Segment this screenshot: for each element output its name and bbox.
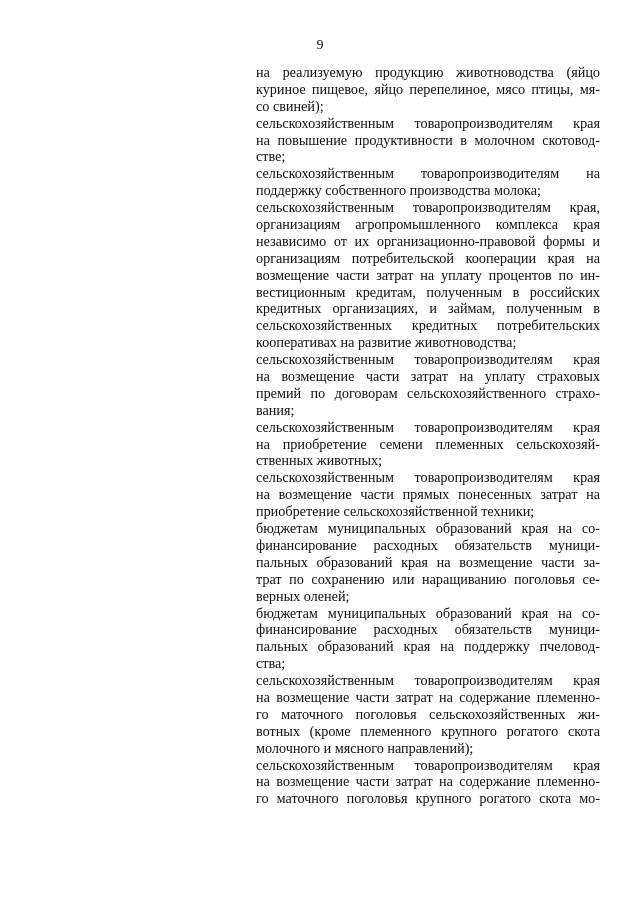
text-line: поддержку собственного производства молока; [256,183,541,200]
text-line: сельскохозяйственным товаропроизводителям края [256,115,600,132]
page-number: 9 [316,38,324,53]
text-line: на возмещение части затрат на уплату страховых [256,369,600,386]
paragraph [256,470,600,521]
text-line: на возмещение части прямых понесенных затрат на [256,487,600,504]
text-line: ственных животных; [256,453,383,470]
text-line: финансирование расходных обязательств муници- [256,537,600,554]
text-line: премий по договорам сельскохозяйственного страхо- [256,385,600,402]
paragraph [256,758,600,809]
paragraph [256,420,600,471]
text-line: пальных образований края на поддержку пчеловод- [256,639,600,656]
text-line: возмещение части затрат на уплату процентов по ин- [256,267,600,284]
text-line: сельскохозяйственным товаропроизводителям края, [256,200,600,217]
paragraph [256,352,600,420]
text-line: бюджетам муниципальных образований края на со- [256,605,600,622]
text-line: го маточного поголовья сельскохозяйственных жи- [256,706,600,723]
text-line: со свиней); [256,98,324,115]
text-line: стве; [256,149,286,166]
text-line: приобретение сельскохозяйственной техники; [256,504,535,521]
text-line: кооперативах на развитие животноводства; [256,335,517,352]
paragraph [256,200,600,352]
text-line: сельскохозяйственным товаропроизводителям края [256,470,600,487]
text-line: сельскохозяйственных кредитных потребительских [256,318,600,335]
text-line: на возмещение части затрат на содержание племенно- [256,689,600,706]
paragraph [256,65,600,116]
text-line: организациям агропромышленного комплекса края [256,217,600,234]
text-line: вотных (кроме племенного крупного рогатого скота [256,723,600,740]
text-line: го маточного поголовья крупного рогатого скота мо- [256,791,600,808]
text-line: на приобретение семени племенных сельскохозяй- [256,436,600,453]
text-line: сельскохозяйственным товаропроизводителям края [256,352,600,369]
text-line: финансирование расходных обязательств муници- [256,622,600,639]
text-line: ства; [256,656,286,673]
text-line: бюджетам муниципальных образований края на со- [256,521,600,538]
text-line: молочного и мясного направлений); [256,740,474,757]
text-line: организациям потребительской кооперации края на [256,250,600,267]
text-line: сельскохозяйственным товаропроизводителям края [256,419,600,436]
text-line: верных оленей; [256,588,350,605]
paragraph [256,673,600,757]
text-line: кредитных организациях, и займам, полученным в [256,301,600,318]
paragraph [256,166,600,200]
text-line: вания; [256,402,295,419]
text-line: сельскохозяйственным товаропроизводителям края [256,757,600,774]
text-line: на реализуемую продукцию животноводства (яйцо [256,65,600,81]
document-body [256,65,600,808]
text-line: независимо от их организационно-правовой формы и [256,233,600,250]
text-line: трат по сохранению или наращиванию поголовья се- [256,571,600,588]
text-line: сельскохозяйственным товаропроизводителям на [256,166,600,183]
text-line: сельскохозяйственным товаропроизводителям края [256,673,600,690]
paragraph [256,116,600,167]
paragraph [256,521,600,605]
text-line: вестиционным кредитам, полученным в российских [256,284,600,301]
text-line: на повышение продуктивности в молочном скотовод- [256,132,600,149]
text-line: пальных образований края на возмещение части за- [256,554,600,571]
text-line: куриное пищевое, яйцо перепелиное, мясо птицы, мя- [256,81,600,98]
text-line: на возмещение части затрат на содержание племенно- [256,774,600,791]
paragraph [256,606,600,674]
